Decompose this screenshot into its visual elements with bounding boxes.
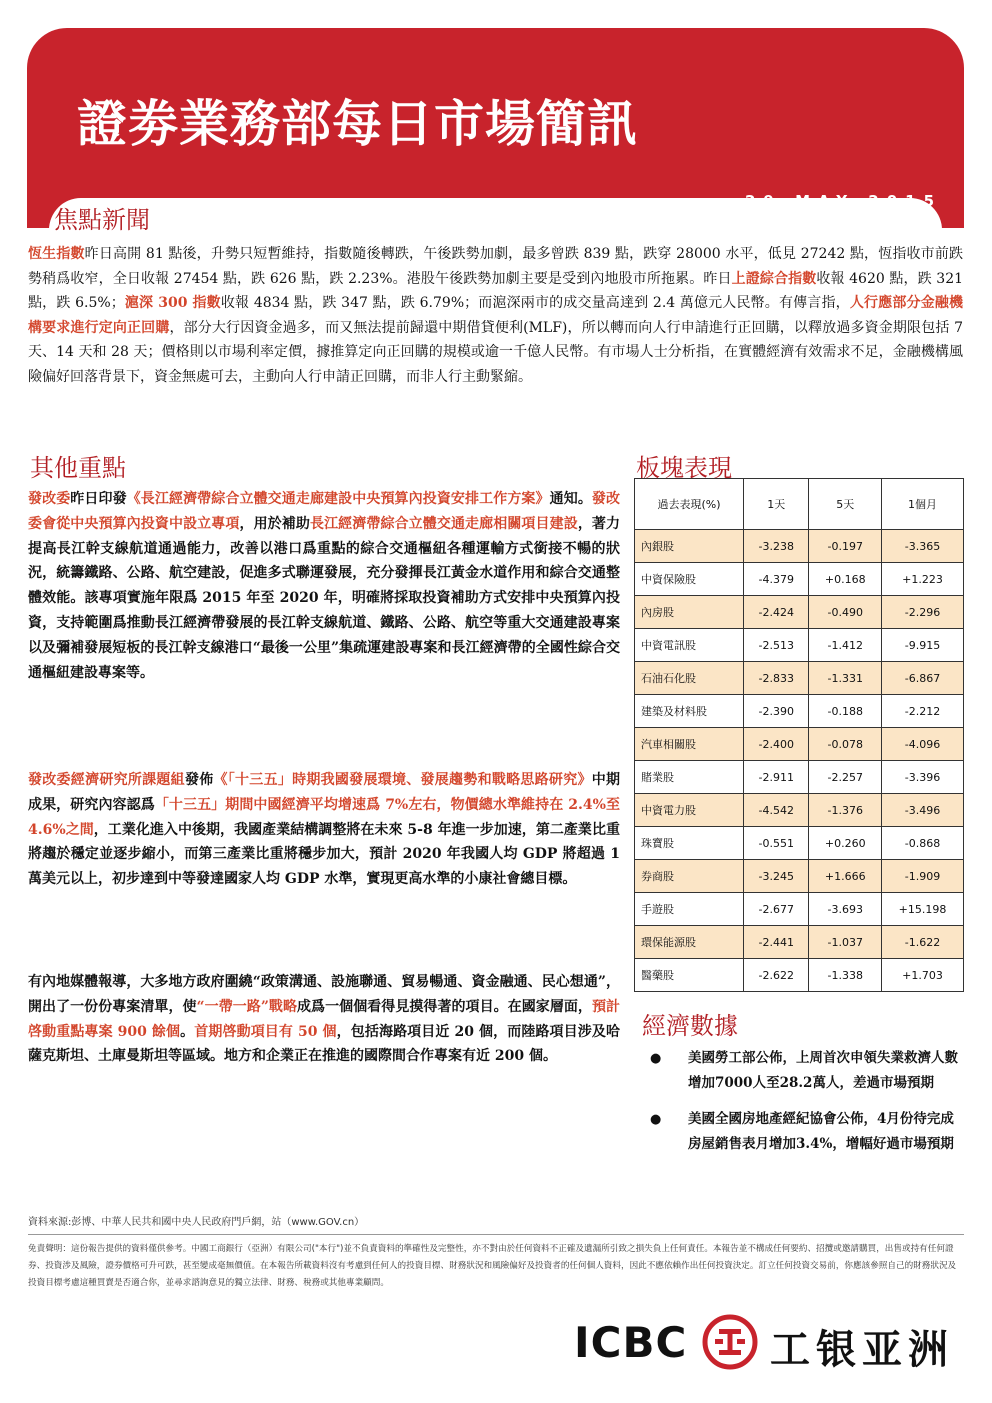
sector-value-cell: -3.365: [881, 530, 963, 563]
body-text: ，用於補助: [239, 515, 310, 532]
body-text: ，工業化進入中後期，我國產業結構調整將在未來 5-8 年進一步加速，第二產業比重將趨於穩定並逐步縮小，而第三產業比重將穩步加大，預計 2020 年我國人均 GDP 將超過 1 萬美元以上，初步達到中等發達國家人均 GDP 水準，實現更高水準的小康社會總目標。: [28, 821, 620, 888]
logo-wordmark-en: ICBC: [574, 1318, 688, 1367]
sector-value-cell: +1.666: [809, 860, 882, 893]
sector-value-cell: -0.868: [881, 827, 963, 860]
sector-value-cell: -0.078: [809, 728, 882, 761]
sector-value-cell: -1.037: [809, 926, 882, 959]
data-source-note: 資料來源:彭博、中華人民共和國中央人民政府門戶網，站（www.GOV.cn）: [28, 1217, 365, 1228]
sector-value-cell: -3.496: [881, 794, 963, 827]
body-text: 收報 4834 點，跌 347 點，跌 6.79%；而滬深兩市的成交量高達到 2.4 萬億元人民幣。有傳言指，: [220, 295, 850, 311]
sector-value-cell: -2.212: [881, 695, 963, 728]
disclaimer-text: 免責聲明：這份報告提供的資料僅供參考。中國工商銀行（亞洲）有限公司("本行")並不負責資料的準確性及完整性，亦不對由於任何資料不正確及遺漏所引致之損失負上任何責任。本報告並不構成任何要約、招攬或邀請購買，出售或持有任何證券、投資涉及風險，證券價格可升可跌，甚至變成毫無價值。在本報告所載資料沒有考慮到任何人的投資目標、財務狀況和風險偏好及投資者的任何個人資料，因此不應依賴作出任何投資決定。訂立任何投資交易前，你應該參照自己的財務狀況及投資目標考慮這種買賣是否適合你，並尋求諮詢意見的獨立法律、財務、稅務或其他專業顧問。: [28, 1244, 957, 1288]
table-header-row: [635, 479, 964, 530]
column-header: 1天: [744, 479, 809, 530]
table-row: [635, 662, 964, 695]
economic-data-title: 經濟數據: [642, 1012, 738, 1040]
sector-value-cell: -1.412: [809, 629, 882, 662]
sector-value-cell: -2.296: [881, 596, 963, 629]
sector-value-cell: -4.379: [744, 563, 809, 596]
sector-value-cell: +1.703: [881, 959, 963, 992]
highlight-text: 上證綜合指數: [731, 270, 817, 287]
sector-name-cell: 醫藥股: [635, 959, 744, 992]
sector-value-cell: -2.622: [744, 959, 809, 992]
divider: [28, 1234, 964, 1235]
highlight-text: 長江經濟帶綜合立體交通走廊相關項目建設: [309, 515, 578, 532]
sector-name-cell: 中資電訊股: [635, 629, 744, 662]
table-row: [635, 893, 964, 926]
sector-value-cell: -1.622: [881, 926, 963, 959]
page-title: 證劵業務部每日市場簡訊: [77, 95, 638, 153]
sector-value-cell: -0.490: [809, 596, 882, 629]
sector-name-cell: 汽車相關股: [635, 728, 744, 761]
sector-table-body: [635, 530, 964, 992]
table-row: [635, 563, 964, 596]
column-header: 過去表現(%): [635, 479, 744, 530]
sector-name-cell: 賭業股: [635, 761, 744, 794]
highlight-text: 發改委經濟研究所課題組: [28, 772, 185, 788]
header-banner: [27, 28, 964, 228]
body-text: 成爲一個個看得見摸得著的項目。在國家層面，: [297, 998, 592, 1015]
list-item: [646, 1107, 966, 1157]
sector-name-cell: 內銀股: [635, 530, 744, 563]
sector-name-cell: 石油石化股: [635, 662, 744, 695]
sector-value-cell: -2.390: [744, 695, 809, 728]
sector-value-cell: -0.197: [809, 530, 882, 563]
sector-value-cell: -2.257: [809, 761, 882, 794]
sector-value-cell: -2.424: [744, 596, 809, 629]
other-highlights-paragraph-2: [28, 768, 620, 892]
highlight-text: 發改委會從中央預算內投資中設立專項: [28, 491, 621, 532]
sector-value-cell: -3.238: [744, 530, 809, 563]
sector-value-cell: -9.915: [881, 629, 963, 662]
sector-value-cell: -1.376: [809, 794, 882, 827]
highlight-text: 《「十三五」時期我國發展環境、發展趨勢和戰略思路研究》: [213, 772, 592, 788]
other-highlights-paragraph-3: [28, 970, 620, 1069]
sector-name-cell: 中資電力股: [635, 794, 744, 827]
body-text: ，包括海路項目近 20 個，而陸路項目涉及哈薩克斯坦、土庫曼斯坦等區域。地方和企業正在推進的國際間合作專案有近 200 個。: [28, 1023, 620, 1065]
body-text: ，著力提高長江幹支線航道通過能力，改善以港口爲重點的綜合交通樞紐各種運輸方式銜接不暢的狀況，統籌鐵路、公路、航空建設，促進多式聯運發展，充分發揮長江黃金水道作用和綜合交通整體效能。該專項實施年限爲 2015 年至 2020 年，明確將採取投資補助方式安排中央預算內投資，支持範圍爲推動長江經濟帶發展的長江幹支線航道、鐵路、公路、航空等重大交通建設專案以及彌補發展短板的長江幹支線港口“最後一公里”集疏運建設專案和長江經濟帶的全國性綜合交通樞紐建設專案等。: [28, 515, 621, 681]
sector-name-cell: 內房股: [635, 596, 744, 629]
icbc-logo: [574, 1314, 966, 1374]
highlight-text: 預計啓動重點專案 900 餘個: [28, 998, 621, 1040]
sector-value-cell: -1.909: [881, 860, 963, 893]
sector-performance-table: [634, 478, 964, 992]
bullet-icon: ●: [650, 1051, 662, 1066]
sector-name-cell: 券商股: [635, 860, 744, 893]
focus-news-paragraph: [28, 242, 963, 389]
table-row: [635, 695, 964, 728]
table-row: [635, 530, 964, 563]
bullet-icon: ●: [650, 1112, 662, 1127]
table-row: [635, 596, 964, 629]
table-row: [635, 761, 964, 794]
icbc-emblem-icon: [702, 1314, 758, 1370]
table-row: [635, 959, 964, 992]
list-item: [646, 1046, 966, 1096]
highlight-text: “一帶一路”戰略: [196, 998, 298, 1015]
sector-value-cell: -4.096: [881, 728, 963, 761]
sector-value-cell: -3.693: [809, 893, 882, 926]
table-row: [635, 926, 964, 959]
sector-value-cell: -0.551: [744, 827, 809, 860]
sector-value-cell: +1.223: [881, 563, 963, 596]
body-text: 發佈: [184, 772, 214, 788]
highlight-text: 《長江經濟帶綜合立體交通走廊建設中央預算內投資安排工作方案》: [126, 491, 550, 507]
table-row: [635, 860, 964, 893]
sector-performance-title: 板塊表現: [636, 454, 732, 482]
sector-value-cell: -2.400: [744, 728, 809, 761]
sector-value-cell: -2.677: [744, 893, 809, 926]
body-text: ，部分大行因資金過多，而又無法提前歸還中期借貸便利(MLF)，所以轉而向人行申請進行正回購，以釋放過多資金期限包括 7 天、14 天和 28 天；價格則以市場利率定價，據推算定向正回購的規模或逾一千億人民幣。有市場人士分析指，在實體經濟有效需求不足，金融機構風險偏好回落背景下，資金無處可去，主動向人行申請正回購，而非人行主動緊縮。: [28, 319, 964, 385]
other-highlights-title: 其他重點: [30, 454, 126, 482]
sector-name-cell: 環保能源股: [635, 926, 744, 959]
sector-name-cell: 中資保險股: [635, 563, 744, 596]
body-text: 有內地媒體報導，大多地方政府圍繞“政策溝通、設施聯通、貿易暢通、資金融通、民心想通”，開出了一份份專案清單，使: [28, 974, 620, 1015]
sector-value-cell: -1.338: [809, 959, 882, 992]
highlight-text: 恆生指數: [28, 246, 85, 262]
sector-value-cell: -4.542: [744, 794, 809, 827]
highlight-text: 人行應部分金融機構要求進行定向正回購: [28, 295, 963, 336]
sector-value-cell: -3.245: [744, 860, 809, 893]
body-text: 昨日印發: [70, 491, 127, 507]
highlight-text: 首期啓動項目有 50 個: [194, 1023, 337, 1040]
sector-value-cell: +0.168: [809, 563, 882, 596]
table-row: [635, 728, 964, 761]
table-row: [635, 827, 964, 860]
table-row: [635, 794, 964, 827]
logo-wordmark-cn: 工银亚洲: [770, 1327, 954, 1373]
sector-value-cell: -2.911: [744, 761, 809, 794]
body-text: 通知。: [549, 491, 592, 507]
sector-value-cell: -6.867: [881, 662, 963, 695]
column-header: 1個月: [881, 479, 963, 530]
highlight-text: 發改委: [28, 491, 71, 507]
highlight-text: 「十三五」期間中國經濟平均增速爲 7%左右，物價總水準維持在 2.4%至 4.6%之間: [28, 796, 621, 838]
body-text: 。: [180, 1023, 195, 1040]
sector-name-cell: 珠寶股: [635, 827, 744, 860]
sector-value-cell: -2.833: [744, 662, 809, 695]
other-highlights-paragraph-1: [28, 487, 620, 685]
focus-news-title: 焦點新聞: [54, 206, 150, 234]
body-text: 收報 4620 點，跌 321 點，跌 6.5%；: [28, 270, 964, 311]
economic-data-list: [646, 1046, 966, 1168]
sector-value-cell: -2.441: [744, 926, 809, 959]
economic-data-text: 美國全國房地產經紀協會公佈，4月份待完成房屋銷售表月增加3.4%，增幅好過市場預期: [688, 1111, 954, 1152]
sector-value-cell: -0.188: [809, 695, 882, 728]
table-row: [635, 629, 964, 662]
body-text: 昨日高開 81 點後，升勢只短暫維持，指數隨後轉跌，午後跌勢加劇，最多曾跌 839 點，跌穿 28000 水平，低見 27242 點，恆指收市前跌勢稍爲收窄，全日收報 27454 點，跌 626 點，跌 2.23%。港股午後跌勢加劇主要是受到內地股市所拖累。昨日: [28, 246, 964, 287]
body-text: 中期成果，研究內容認爲: [28, 772, 621, 813]
sector-value-cell: -1.331: [809, 662, 882, 695]
sector-value-cell: +15.198: [881, 893, 963, 926]
sector-name-cell: 建築及材料股: [635, 695, 744, 728]
sector-value-cell: +0.260: [809, 827, 882, 860]
economic-data-text: 美國勞工部公佈，上周首次申領失業救濟人數增加7000人至28.2萬人，差過市場預期: [688, 1050, 958, 1091]
report-date: 29 MAY 2015: [745, 192, 943, 210]
highlight-text: 滬深 300 指數: [124, 295, 221, 311]
sector-value-cell: -2.513: [744, 629, 809, 662]
column-header: 5天: [809, 479, 882, 530]
sector-value-cell: -3.396: [881, 761, 963, 794]
sector-name-cell: 手遊股: [635, 893, 744, 926]
